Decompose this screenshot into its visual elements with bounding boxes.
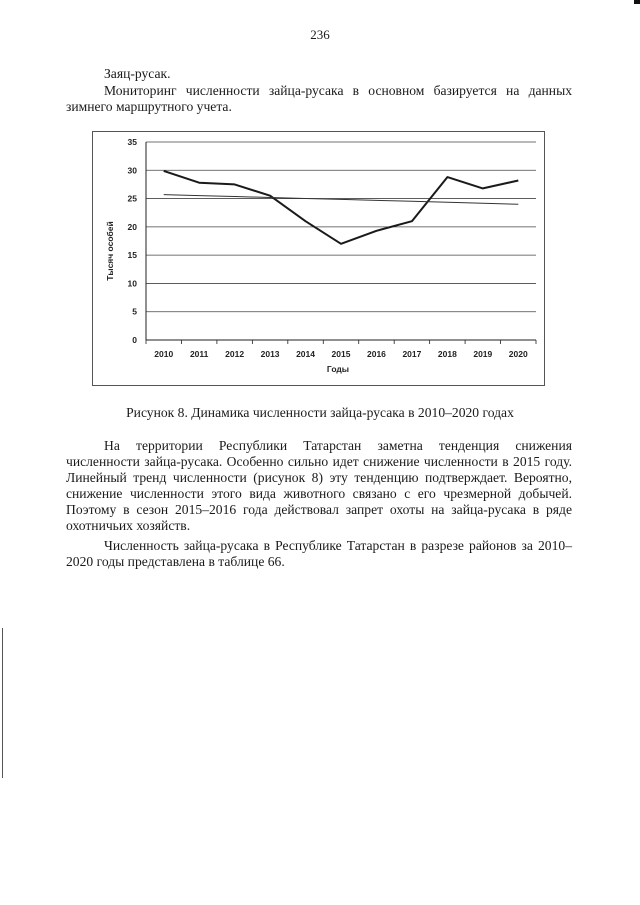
x-tick-label-2019: 2019 [473, 349, 493, 359]
page-number: 236 [310, 27, 330, 42]
y-tick-label-0: 0 [132, 335, 137, 345]
population-line [164, 171, 519, 244]
y-tick-label-25: 25 [127, 193, 137, 204]
x-tick-label-2012: 2012 [225, 349, 245, 359]
y-tick-label-10: 10 [127, 278, 137, 289]
scan-margin-line [2, 628, 3, 778]
trend-line [164, 195, 519, 205]
body-paragraph-2: Численность зайца-русака в Республике Татарстан в разрезе районов за 2010–2020 годы представлена в таблице 66. [66, 538, 572, 569]
series-layer [164, 171, 519, 244]
x-tick-label-2016: 2016 [366, 349, 386, 359]
y-tick-label-30: 30 [127, 165, 137, 176]
y-tick-label-35: 35 [127, 137, 137, 147]
y-tick-label-15: 15 [127, 250, 137, 261]
grid-layer [146, 142, 536, 312]
chart-frame [92, 131, 545, 386]
scan-corner-mark [634, 0, 640, 4]
y-axis-title: Тысяч особей [105, 221, 115, 281]
x-tick-label-2010: 2010 [154, 349, 174, 359]
x-tick-label-2013: 2013 [260, 349, 280, 359]
y-tick-label-5: 5 [132, 306, 137, 317]
section-heading: Заяц-русак. [104, 66, 171, 81]
x-tick-label-2011: 2011 [189, 349, 209, 359]
x-tick-label-2017: 2017 [402, 349, 422, 359]
x-tick-label-2015: 2015 [331, 349, 351, 359]
x-tick-label-2014: 2014 [296, 349, 316, 359]
body-paragraph-1: На территории Республики Татарстан заметна тенденция снижения численности зайца-русака. Особенно сильно идет снижение численности в 2015 году. Линейный тренд численности (рисунок 8) эту тенденцию подтверждает. Вероятно, снижение численности этого вида животного связано с его чрезмерной добычей. Поэтому в сезон 2015–2016 года действовал запрет охоты на зайца-русака в ряде охотничьих хозяйств. [66, 438, 572, 533]
intro-paragraph: Мониторинг численности зайца-русака в основном базируется на данных зимнего маршрутного учета. [66, 83, 572, 114]
x-tick-label-2018: 2018 [437, 349, 457, 359]
y-tick-label-20: 20 [127, 221, 137, 232]
x-tick-label-2020: 2020 [508, 349, 528, 359]
x-axis-title: Годы [326, 364, 350, 374]
figure-caption: Рисунок 8. Динамика численности зайца-русака в 2010–2020 годах [126, 405, 514, 420]
population-line-chart [93, 132, 544, 385]
